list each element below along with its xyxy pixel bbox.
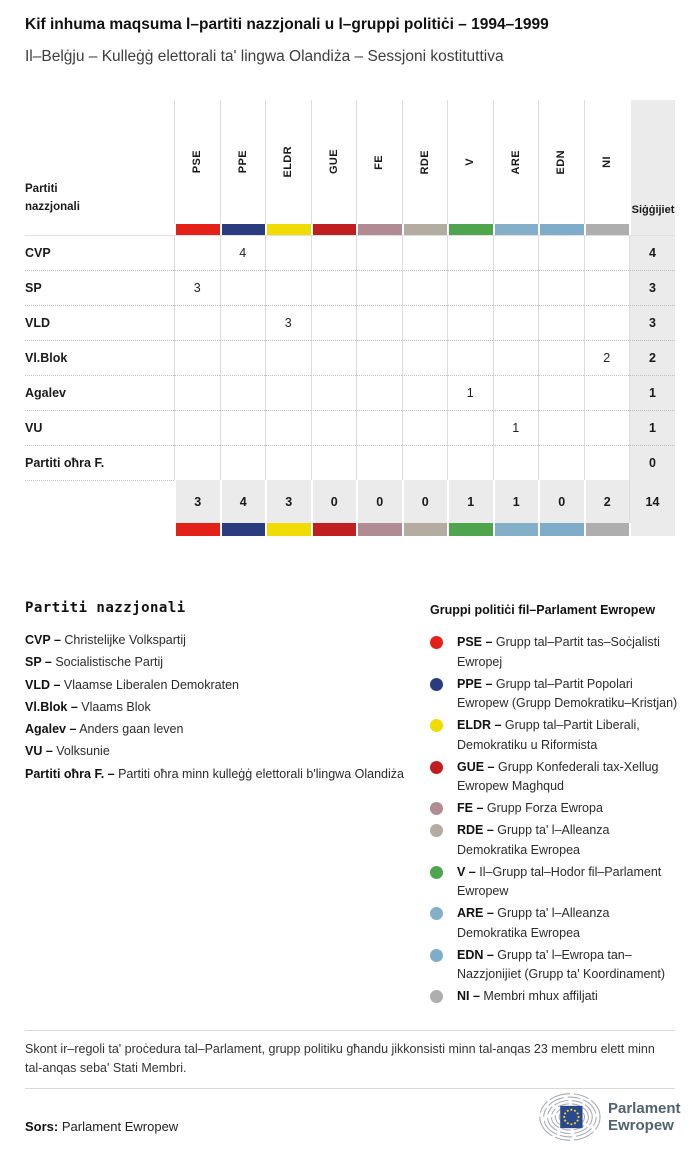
bottom-color-bar-rde <box>402 523 448 536</box>
legend-item-edn: EDN – Grupp ta' l–Ewropa tan–Nazzjonijiet (Grupp ta' Koordinament) <box>430 946 680 985</box>
seat-cell-ppe <box>220 340 266 375</box>
seat-cell-edn <box>538 445 584 480</box>
color-bar-fe <box>356 224 402 235</box>
page-title: Kif inhuma maqsuma l–partiti nazzjonali u l–gruppi politiċi – 1994–1999 <box>25 16 549 33</box>
seat-cell-eldr <box>265 375 311 410</box>
party-seats-total: 3 <box>629 270 675 305</box>
seat-cell-eldr <box>265 235 311 270</box>
group-total-rde: 0 <box>402 480 448 523</box>
legend-dot-ni <box>430 990 443 1003</box>
party-label: SP <box>25 270 174 305</box>
bottom-color-bar-fe <box>356 523 402 536</box>
seats-col-fill <box>629 523 675 536</box>
legend-dot-fe <box>430 802 443 815</box>
color-bar-pse <box>174 224 220 235</box>
legend-item-ppe: PPE – Grupp tal–Partit Popolari Ewropew (Grupp Demokratiku–Kristjan) <box>430 675 680 714</box>
bottom-color-bar-are <box>493 523 539 536</box>
seat-cell-v <box>447 235 493 270</box>
seat-cell-pse <box>174 340 220 375</box>
seat-cell-fe <box>356 410 402 445</box>
seat-cell-gue <box>311 445 357 480</box>
seat-cell-rde <box>402 410 448 445</box>
seat-cell-fe <box>356 375 402 410</box>
seat-cell-ni <box>584 235 630 270</box>
legend-dot-pse <box>430 636 443 649</box>
seat-cell-ni <box>584 270 630 305</box>
national-parties-legend <box>25 600 423 785</box>
political-groups-legend-list <box>430 633 680 1007</box>
legend-dot-are <box>430 907 443 920</box>
seat-cell-ppe <box>220 270 266 305</box>
seat-cell-v <box>447 270 493 305</box>
color-bar-rde <box>402 224 448 235</box>
seats-header-label: Siġġijiet <box>629 100 675 224</box>
seat-cell-v: 1 <box>447 375 493 410</box>
seat-cell-edn <box>538 375 584 410</box>
seat-cell-eldr <box>265 410 311 445</box>
logo-line-2: Ewropew <box>608 1117 674 1134</box>
color-bar-ppe <box>220 224 266 235</box>
seat-cell-gue <box>311 270 357 305</box>
seats-col-fill <box>629 224 675 235</box>
party-seats-total: 4 <box>629 235 675 270</box>
legend-item-vl-blok: Vl.Blok – Vlaams Blok <box>25 699 151 714</box>
party-label: VLD <box>25 305 174 340</box>
seat-cell-rde <box>402 375 448 410</box>
seat-cell-pse <box>174 235 220 270</box>
seat-cell-ppe <box>220 375 266 410</box>
seat-cell-edn <box>538 410 584 445</box>
parliament-hemicycle-icon <box>533 1091 601 1143</box>
party-label: Partiti oħra F. <box>25 445 174 480</box>
color-bar-v <box>447 224 493 235</box>
seat-cell-are <box>493 340 539 375</box>
seat-cell-pse <box>174 445 220 480</box>
seat-cell-edn <box>538 305 584 340</box>
seat-cell-are <box>493 445 539 480</box>
seat-cell-eldr: 3 <box>265 305 311 340</box>
source-line <box>25 1119 178 1134</box>
logo-wordmark <box>608 1100 681 1135</box>
national-parties-legend-title: Partiti nazzjonali <box>25 600 186 616</box>
divider <box>25 1030 675 1031</box>
col-header-edn: EDN <box>538 100 584 224</box>
legend-item-rde: RDE – Grupp ta' l–Alleanza Demokratika Ewropea <box>430 821 680 860</box>
legend-dot-eldr <box>430 719 443 732</box>
seat-cell-ni <box>584 410 630 445</box>
legend-item-cvp: CVP – Christelijke Volkspartij <box>25 633 186 647</box>
political-groups-legend-title: Gruppi politiċi fil–Parlament Ewropew <box>430 603 656 617</box>
national-parties-legend-list <box>25 629 423 785</box>
col-header-rde: RDE <box>402 100 448 224</box>
col-header-fe: FE <box>356 100 402 224</box>
color-bar-eldr <box>265 224 311 235</box>
seat-cell-v <box>447 410 493 445</box>
row-header-label: Partiti nazzjonali <box>25 183 80 213</box>
legend-item-vld: VLD – Vlaamse Liberalen Demokraten <box>25 677 240 692</box>
group-total-pse: 3 <box>174 480 220 523</box>
legend-item-are: ARE – Grupp ta' l–Alleanza Demokratika Ewropea <box>430 904 680 943</box>
seat-cell-ni: 2 <box>584 340 630 375</box>
group-total-are: 1 <box>493 480 539 523</box>
seat-cell-rde <box>402 445 448 480</box>
legend-dot-ppe <box>430 678 443 691</box>
legend-dot-edn <box>430 949 443 962</box>
party-label: Vl.Blok <box>25 340 174 375</box>
seat-cell-fe <box>356 340 402 375</box>
seat-cell-rde <box>402 235 448 270</box>
european-parliament-logo <box>533 1091 681 1143</box>
bottom-color-bar-gue <box>311 523 357 536</box>
seat-cell-gue <box>311 375 357 410</box>
bottom-color-bar-ni <box>584 523 630 536</box>
party-label: Agalev <box>25 375 174 410</box>
party-label: CVP <box>25 235 174 270</box>
seat-cell-ppe: 4 <box>220 235 266 270</box>
logo-line-1: Parlament <box>608 1099 681 1117</box>
col-header-v: V <box>447 100 493 224</box>
party-seats-total: 1 <box>629 375 675 410</box>
seat-cell-gue <box>311 305 357 340</box>
col-header-are: ARE <box>493 100 539 224</box>
footnote: Skont ir–regoli ta' proċedura tal–Parlament, grupp politiku għandu jikkonsisti minn tal-anqas 23 membru elett minn tal-anqas seba' Stati Membri. <box>25 1042 655 1075</box>
seat-cell-edn <box>538 235 584 270</box>
party-seats-total: 0 <box>629 445 675 480</box>
legend-item-v: V – Il–Grupp tal–Hodor fil–Parlament Ewropew <box>430 863 680 902</box>
col-header-eldr: ELDR <box>265 100 311 224</box>
legend-item-gue: GUE – Grupp Konfederali tax-Xellug Ewropew Maghqud <box>430 758 680 797</box>
seat-cell-ni <box>584 305 630 340</box>
seat-cell-fe <box>356 305 402 340</box>
legend-item-partiti-o-ra-f-: Partiti oħra F. – Partiti oħra minn kulleġġ elettorali b'lingwa Olandiża <box>25 766 404 781</box>
col-header-gue: GUE <box>311 100 357 224</box>
page-subtitle: Il–Belġju – Kulleġġ elettorali ta' lingwa Olandiża – Sessjoni kostituttiva <box>25 48 504 65</box>
color-bar-ni <box>584 224 630 235</box>
bottom-color-bar-eldr <box>265 523 311 536</box>
seat-cell-ppe <box>220 305 266 340</box>
totals-row-spacer <box>25 480 174 523</box>
group-total-gue: 0 <box>311 480 357 523</box>
seat-cell-pse: 3 <box>174 270 220 305</box>
seat-cell-are <box>493 235 539 270</box>
source-value: Parlament Ewropew <box>61 1119 179 1134</box>
color-bar-spacer <box>25 224 174 235</box>
seats-table <box>25 100 675 536</box>
legend-item-vu: VU – Volksunie <box>25 744 110 759</box>
col-header-pse: PSE <box>174 100 220 224</box>
seat-cell-ppe <box>220 445 266 480</box>
bottom-color-bar-ppe <box>220 523 266 536</box>
legend-dot-rde <box>430 824 443 837</box>
seat-cell-gue <box>311 410 357 445</box>
divider <box>25 1088 675 1089</box>
bottom-color-bar-edn <box>538 523 584 536</box>
seat-cell-are <box>493 305 539 340</box>
legend-dot-gue <box>430 761 443 774</box>
bottom-bar-spacer <box>25 523 174 536</box>
bottom-color-bar-pse <box>174 523 220 536</box>
seat-cell-are <box>493 375 539 410</box>
legend-item-eldr: ELDR – Grupp tal–Partit Liberali, Demokratiku u Riformista <box>430 716 680 755</box>
seat-cell-ni <box>584 445 630 480</box>
color-bar-gue <box>311 224 357 235</box>
legend-item-agalev: Agalev – Anders gaan leven <box>25 722 184 737</box>
seat-cell-v <box>447 305 493 340</box>
group-total-edn: 0 <box>538 480 584 523</box>
seat-cell-are <box>493 270 539 305</box>
party-seats-total: 1 <box>629 410 675 445</box>
seat-cell-fe <box>356 235 402 270</box>
bottom-color-bar-v <box>447 523 493 536</box>
group-total-ni: 2 <box>584 480 630 523</box>
party-seats-total: 3 <box>629 305 675 340</box>
legend-item-fe: FE – Grupp Forza Ewropa <box>430 799 680 819</box>
legend-dot-v <box>430 866 443 879</box>
seat-cell-v <box>447 445 493 480</box>
seat-cell-gue <box>311 340 357 375</box>
seat-cell-ppe <box>220 410 266 445</box>
group-total-ppe: 4 <box>220 480 266 523</box>
source-label: Sors: <box>25 1119 59 1134</box>
seat-cell-rde <box>402 340 448 375</box>
group-total-eldr: 3 <box>265 480 311 523</box>
legend-item-pse: PSE – Grupp tal–Partit tas–Soċjalisti Ewropej <box>430 633 680 672</box>
seat-cell-rde <box>402 270 448 305</box>
grand-total: 14 <box>629 480 675 523</box>
political-groups-legend <box>430 603 680 1009</box>
col-header-ppe: PPE <box>220 100 266 224</box>
seat-cell-edn <box>538 340 584 375</box>
legend-item-sp: SP – Socialistische Partij <box>25 655 164 670</box>
seat-cell-edn <box>538 270 584 305</box>
seat-cell-eldr <box>265 445 311 480</box>
seat-cell-rde <box>402 305 448 340</box>
seat-cell-fe <box>356 445 402 480</box>
seat-cell-ni <box>584 375 630 410</box>
col-header-ni: NI <box>584 100 630 224</box>
color-bar-edn <box>538 224 584 235</box>
seat-cell-fe <box>356 270 402 305</box>
legend-item-ni: NI – Membri mhux affiljati <box>430 987 680 1007</box>
group-total-v: 1 <box>447 480 493 523</box>
color-bar-are <box>493 224 539 235</box>
seat-cell-pse <box>174 375 220 410</box>
party-seats-total: 2 <box>629 340 675 375</box>
group-total-fe: 0 <box>356 480 402 523</box>
seat-cell-gue <box>311 235 357 270</box>
seat-cell-eldr <box>265 270 311 305</box>
seat-cell-eldr <box>265 340 311 375</box>
seat-cell-v <box>447 340 493 375</box>
seat-cell-are: 1 <box>493 410 539 445</box>
party-label: VU <box>25 410 174 445</box>
seat-cell-pse <box>174 305 220 340</box>
seat-cell-pse <box>174 410 220 445</box>
